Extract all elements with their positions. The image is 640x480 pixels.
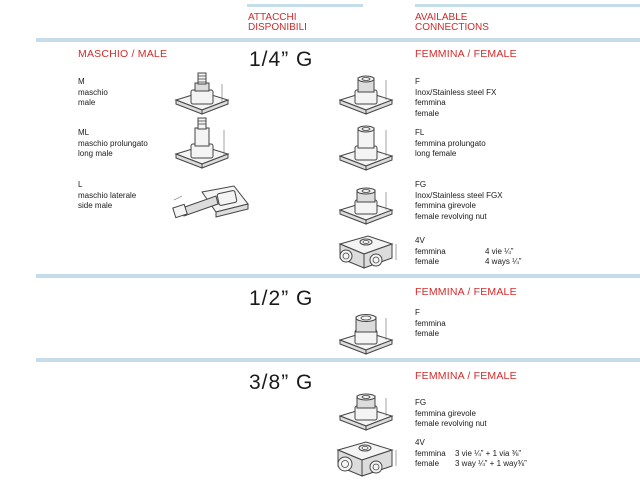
female-title-3: FEMMINA / FEMALE [415,370,517,382]
header-right-line1: AVAILABLE [415,12,468,23]
header-right-line2: CONNECTIONS [415,22,489,33]
female-item-f-half: F femmina female [415,308,446,338]
female-item-fg-38: FG femmina girevole female revolving nut [415,398,487,428]
section-divider-1 [36,38,640,42]
size-label-2: 1/2” G [249,287,314,310]
male-title: MASCHIO / MALE [78,48,168,60]
size-label-3: 3/8” G [249,371,314,394]
section-divider-2 [36,274,640,278]
female-title-2: FEMMINA / FEMALE [415,286,517,298]
side-male-connector-drawing [172,182,252,230]
female-item-fg: FG Inox/Stainless steel FGX femmina girevole female revolving nut [415,180,503,221]
long-female-connector-drawing [336,124,396,172]
four-way-38-connector-drawing [328,436,400,480]
male-item-m: M maschio male [78,77,108,107]
header-bar-center [247,4,363,7]
male-connector-drawing [172,70,232,120]
female-item-f: F Inox/Stainless steel FX femmina female [415,77,497,118]
female-half-connector-drawing [336,312,396,356]
four-way-connector-drawing [330,230,400,272]
revolving-female-connector-drawing [336,186,396,226]
female-item-4v: 4V femmina 4 vie ¼” female 4 ways ¼” [415,236,522,266]
header-right [415,13,489,33]
female-item-4v-38: 4V femmina 3 vie ¼” + 1 via ⅜” female 3 way ¼” + 1 way⅜” [415,438,527,468]
female-title-1: FEMMINA / FEMALE [415,48,517,60]
long-male-connector-drawing [172,116,232,172]
revolving-female-38-connector-drawing [336,392,396,432]
male-item-ml: ML maschio prolungato long male [78,128,148,158]
header-bar-right [415,4,640,7]
female-item-fl: FL femmina prolungato long female [415,128,486,158]
size-label-1: 1/4” G [249,48,314,71]
header-center-line1: ATTACCHI [248,12,297,23]
header-center-line2: DISPONIBILI [248,22,307,33]
female-connector-drawing [336,74,396,116]
male-item-l: L maschio laterale side male [78,180,137,210]
section-divider-3 [36,358,640,362]
header-center [248,13,307,33]
